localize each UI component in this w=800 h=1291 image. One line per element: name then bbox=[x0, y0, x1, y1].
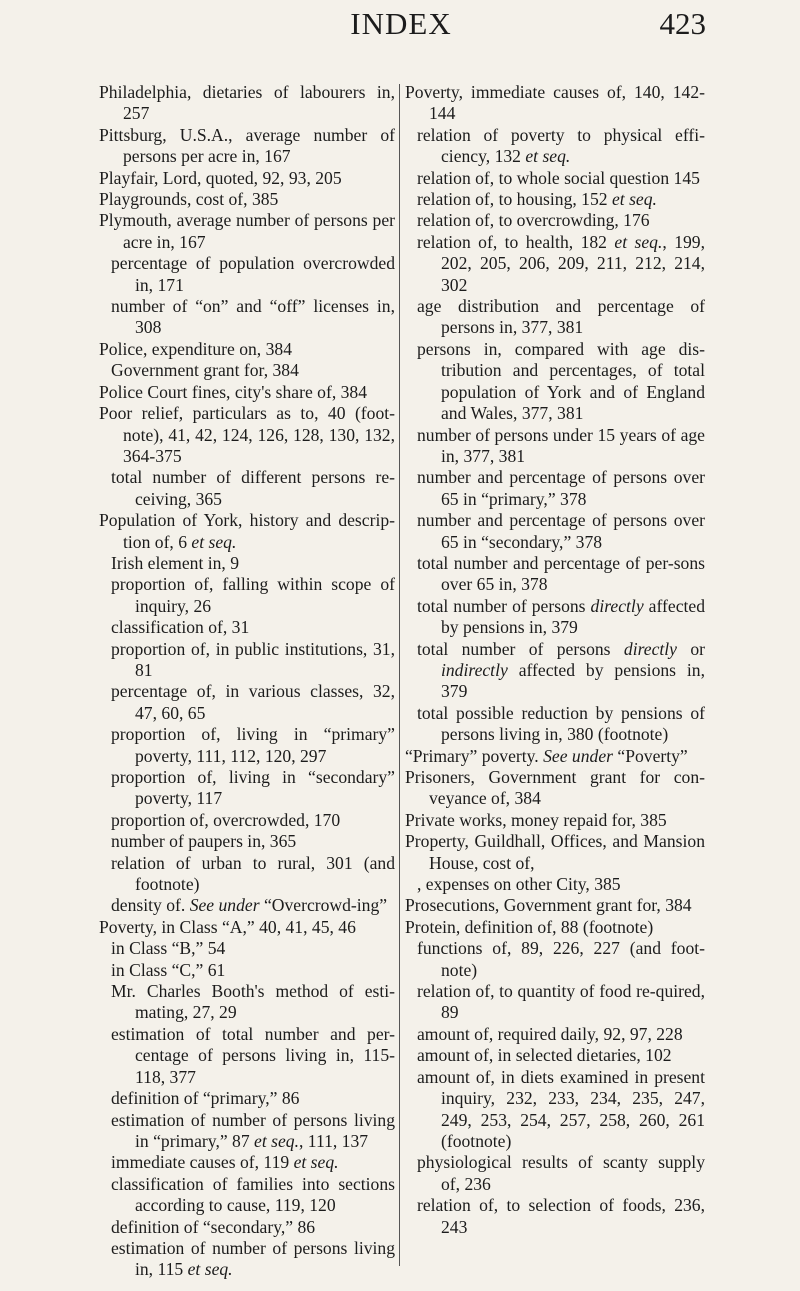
index-entry bbox=[405, 895, 705, 916]
entry-text: proportion of, falling within scope of inquiry, 26 bbox=[111, 574, 395, 616]
entry-text: affected by pensions in, 379 bbox=[441, 595, 705, 638]
entry-text: amount of, in diets examined in present inquiry, 232, 233, 234, 235, 247, 249, 253, 254, 257, 258, 260, 261 (footnote) bbox=[417, 1066, 705, 1151]
entry-text: total possible reduction by pensions of persons living in, 380 (footnote) bbox=[417, 702, 705, 745]
index-entry bbox=[99, 189, 395, 210]
entry-text: relation of, to quantity of food re-quired, 89 bbox=[417, 981, 705, 1023]
entry-text: estimation of number of persons living in, 115 bbox=[111, 1237, 395, 1280]
index-subentry bbox=[99, 553, 395, 574]
index-subentry bbox=[99, 617, 395, 638]
entry-text: Philadelphia, dietaries of labourers in, 257 bbox=[99, 82, 395, 124]
index-subentry bbox=[99, 1217, 395, 1238]
entry-text: proportion of, living in “primary” poverty, 111, 112, 120, 297 bbox=[111, 724, 395, 766]
index-subentry bbox=[405, 232, 705, 296]
index-subentry bbox=[405, 296, 705, 339]
index-subentry bbox=[99, 1174, 395, 1217]
index-column-right bbox=[405, 82, 705, 1238]
entry-text: relation of, to overcrowding, 176 bbox=[417, 210, 650, 231]
entry-text: Police Court fines, city's share of, 384 bbox=[99, 381, 368, 402]
entry-text: Playgrounds, cost of, 385 bbox=[99, 189, 279, 210]
index-subentry bbox=[99, 1110, 395, 1153]
entry-italic-text: et seq. bbox=[187, 1259, 233, 1280]
index-entry bbox=[99, 917, 395, 938]
index-subentry bbox=[405, 467, 705, 510]
entry-text: Poverty, in Class “A,” 40, 41, 45, 46 bbox=[99, 916, 356, 937]
index-entry bbox=[99, 382, 395, 403]
entry-text: total number and percentage of per-sons over 65 in, 378 bbox=[417, 552, 705, 595]
index-subentry bbox=[405, 510, 705, 553]
index-entry bbox=[405, 767, 705, 810]
index-entry bbox=[405, 82, 705, 125]
entry-text: estimation of number of persons living in “primary,” 87 bbox=[111, 1109, 395, 1151]
entry-text: Pittsburg, U.S.A., average number of persons per acre in, 167 bbox=[99, 124, 395, 167]
page-number: 423 bbox=[659, 6, 706, 41]
entry-text: persons in, compared with age dis-tribution and percentages, of total population of York and of England and Wales, 377, 381 bbox=[417, 338, 705, 424]
index-subentry bbox=[99, 831, 395, 852]
entry-italic-text: See under bbox=[189, 895, 260, 916]
index-subentry bbox=[405, 639, 705, 703]
index-entry bbox=[99, 510, 395, 553]
index-subentry bbox=[405, 210, 705, 231]
index-subentry bbox=[405, 1067, 705, 1153]
index-subentry bbox=[99, 681, 395, 724]
index-subentry bbox=[405, 1024, 705, 1045]
entry-text: functions of, 89, 226, 227 (and foot-note) bbox=[417, 938, 705, 980]
index-subentry bbox=[405, 189, 705, 210]
index-title: INDEX bbox=[350, 6, 452, 41]
entry-text: proportion of, overcrowded, 170 bbox=[111, 809, 341, 830]
entry-text: Government grant for, 384 bbox=[111, 360, 299, 381]
entry-text: number of persons under 15 years of age in, 377, 381 bbox=[417, 424, 705, 466]
index-subentry bbox=[99, 467, 395, 510]
entry-text: number of paupers in, 365 bbox=[111, 831, 297, 852]
index-subentry bbox=[99, 960, 395, 981]
entry-text: or bbox=[676, 638, 706, 659]
index-subentry bbox=[405, 596, 705, 639]
entry-text: “Overcrowd-ing” bbox=[259, 895, 388, 916]
entry-italic-text: indirectly bbox=[441, 659, 508, 680]
entry-text: relation of, to health, 182 bbox=[417, 231, 615, 252]
entry-text: Irish element in, 9 bbox=[111, 552, 240, 573]
index-entry bbox=[405, 746, 705, 767]
entry-text: Plymouth, average number of persons per acre in, 167 bbox=[99, 210, 395, 252]
entry-text: number and percentage of persons over 65 in “secondary,” 378 bbox=[417, 510, 705, 552]
entry-text: , 111, 137 bbox=[299, 1130, 369, 1151]
entry-text: in Class “B,” 54 bbox=[111, 938, 226, 959]
index-subentry bbox=[405, 339, 705, 425]
entry-text: immediate causes of, 119 bbox=[111, 1152, 294, 1173]
entry-text: , expenses on other City, 385 bbox=[417, 874, 621, 895]
entry-text: relation of, to housing, 152 bbox=[417, 189, 612, 210]
index-subentry bbox=[99, 639, 395, 682]
entry-text: Police, expenditure on, 384 bbox=[99, 338, 292, 359]
entry-text: percentage of, in various classes, 32, 47, 60, 65 bbox=[111, 681, 395, 723]
entry-italic-text: et seq. bbox=[254, 1130, 299, 1151]
index-entry bbox=[405, 831, 705, 874]
column-divider bbox=[399, 84, 400, 1266]
index-subentry bbox=[99, 853, 395, 896]
entry-italic-text: See under bbox=[543, 745, 613, 766]
index-subentry bbox=[99, 574, 395, 617]
entry-text: total number of persons bbox=[417, 638, 624, 659]
index-subentry bbox=[99, 296, 395, 339]
index-entry bbox=[99, 339, 395, 360]
entry-text: estimation of total number and per-centage of persons living in, 115-118, 377 bbox=[111, 1023, 395, 1087]
entry-text: “Poverty” bbox=[612, 745, 688, 766]
entry-text: Prosecutions, Government grant for, 384 bbox=[405, 895, 692, 916]
index-subentry bbox=[99, 1088, 395, 1109]
entry-italic-text: directly bbox=[623, 638, 677, 659]
entry-text: Protein, definition of, 88 (footnote) bbox=[405, 916, 654, 937]
index-column-left bbox=[99, 82, 395, 1281]
index-subentry bbox=[405, 938, 705, 981]
entry-text: Playfair, Lord, quoted, 92, 93, 205 bbox=[99, 167, 342, 188]
index-subentry bbox=[99, 1024, 395, 1088]
entry-text: number and percentage of persons over 65 in “primary,” 378 bbox=[417, 467, 705, 509]
entry-text: , 199, 202, 205, 206, 209, 211, 212, 214, 302 bbox=[441, 231, 705, 295]
index-subentry bbox=[99, 895, 395, 916]
index-entry bbox=[405, 917, 705, 938]
page-header bbox=[96, 6, 706, 46]
index-entry bbox=[405, 810, 705, 831]
index-entry bbox=[99, 125, 395, 168]
entry-text: physiological results of scanty supply of, 236 bbox=[417, 1152, 705, 1194]
index-subentry bbox=[405, 981, 705, 1024]
entry-text: “Primary” poverty. bbox=[405, 745, 544, 766]
entry-text: amount of, required daily, 92, 97, 228 bbox=[417, 1023, 683, 1044]
index-subentry bbox=[99, 810, 395, 831]
index-subentry bbox=[405, 1045, 705, 1066]
index-subentry bbox=[99, 253, 395, 296]
index-entry bbox=[99, 82, 395, 125]
index-subentry bbox=[99, 1238, 395, 1281]
entry-text: affected by pensions in, 379 bbox=[441, 659, 705, 702]
entry-text: proportion of, living in “secondary” poverty, 117 bbox=[111, 767, 395, 809]
entry-text: density of. bbox=[111, 895, 190, 916]
index-subentry bbox=[405, 425, 705, 468]
entry-text: total number of different persons re-ceiving, 365 bbox=[111, 467, 395, 509]
entry-text: number of “on” and “off” licenses in, 308 bbox=[111, 296, 395, 338]
entry-text: proportion of, in public institutions, 31, 81 bbox=[111, 638, 395, 680]
entry-italic-text: directly bbox=[590, 595, 644, 616]
index-subentry bbox=[99, 981, 395, 1024]
entry-text: Mr. Charles Booth's method of esti-mating, 27, 29 bbox=[111, 981, 395, 1023]
index-subentry bbox=[405, 1195, 705, 1238]
entry-text: relation of poverty to physical effi-ciency, 132 bbox=[417, 124, 705, 167]
entry-text: classification of families into sections according to cause, 119, 120 bbox=[111, 1173, 395, 1216]
index-subentry bbox=[99, 767, 395, 810]
entry-italic-text: et seq. bbox=[293, 1152, 339, 1173]
index-entry bbox=[99, 210, 395, 253]
entry-text: definition of “primary,” 86 bbox=[111, 1088, 300, 1109]
entry-italic-text: et seq. bbox=[191, 531, 237, 552]
entry-text: relation of urban to rural, 301 (and footnote) bbox=[111, 852, 395, 895]
entry-text: Property, Guildhall, Offices, and Mansion House, cost of, bbox=[405, 831, 705, 873]
entry-italic-text: et seq. bbox=[611, 189, 657, 210]
index-subentry bbox=[99, 360, 395, 381]
entry-text: relation of, to selection of foods, 236, 243 bbox=[417, 1195, 705, 1237]
entry-text: Private works, money repaid for, 385 bbox=[405, 809, 667, 830]
entry-italic-text: et seq. bbox=[525, 146, 571, 167]
entry-text: Poor relief, particulars as to, 40 (foot-note), 41, 42, 124, 126, 128, 130, 132, 364-375 bbox=[99, 403, 395, 466]
index-entry bbox=[99, 403, 395, 467]
entry-text: definition of “secondary,” 86 bbox=[111, 1216, 316, 1237]
index-subentry bbox=[405, 1152, 705, 1195]
entry-text: total number of persons bbox=[417, 595, 591, 616]
index-subentry bbox=[405, 168, 705, 189]
entry-text: in Class “C,” 61 bbox=[111, 959, 226, 980]
entry-text: Prisoners, Government grant for con-veyance of, 384 bbox=[405, 767, 705, 809]
index-subentry bbox=[405, 703, 705, 746]
entry-italic-text: et seq. bbox=[614, 231, 663, 252]
index-subentry bbox=[99, 938, 395, 959]
index-subentry bbox=[99, 1152, 395, 1173]
index-entry bbox=[99, 168, 395, 189]
entry-text: amount of, in selected dietaries, 102 bbox=[417, 1045, 672, 1066]
entry-text: Poverty, immediate causes of, 140, 142-144 bbox=[405, 82, 705, 124]
entry-text: percentage of population overcrowded in, 171 bbox=[111, 253, 395, 295]
entry-text: classification of, 31 bbox=[111, 617, 250, 638]
index-subentry bbox=[405, 125, 705, 168]
entry-text: age distribution and percentage of persons in, 377, 381 bbox=[417, 296, 705, 338]
entry-text: relation of, to whole social question 145 bbox=[417, 167, 700, 188]
index-subentry bbox=[405, 553, 705, 596]
index-subentry bbox=[405, 874, 705, 895]
index-subentry bbox=[99, 724, 395, 767]
entry-text: Population of York, history and descrip-tion of, 6 bbox=[99, 510, 395, 552]
